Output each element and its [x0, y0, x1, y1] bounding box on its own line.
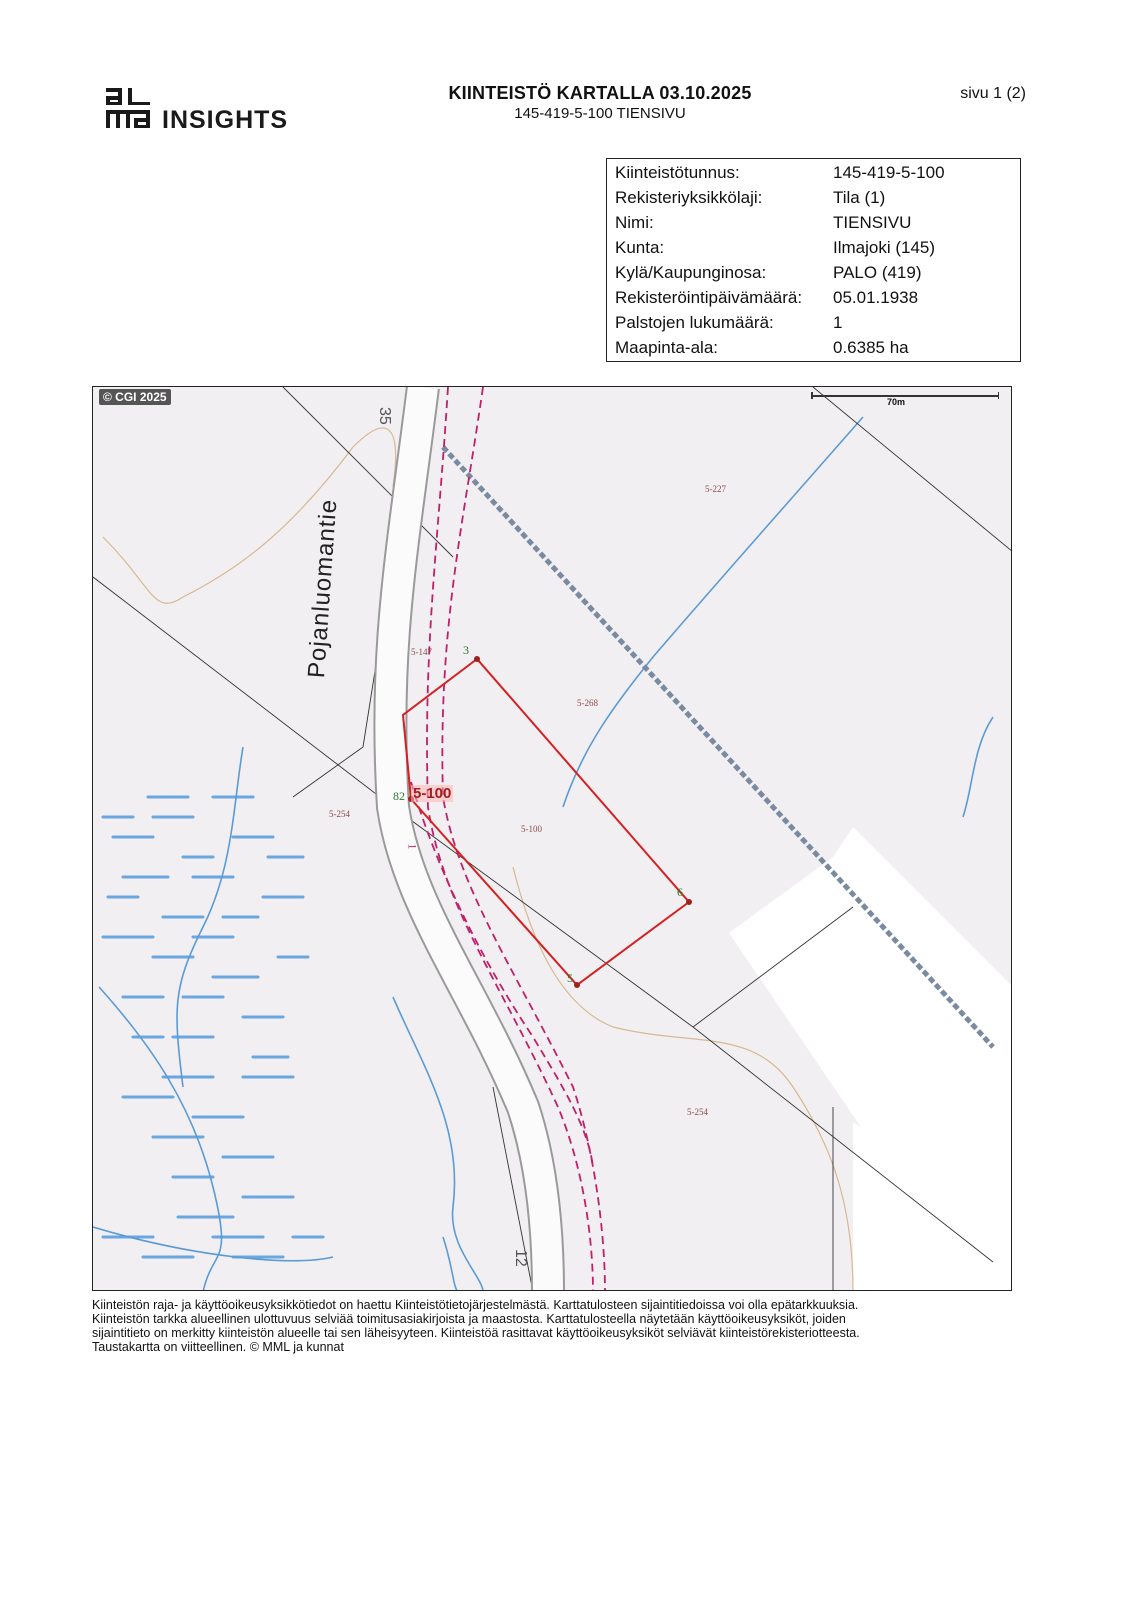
logo-text: INSIGHTS: [162, 106, 289, 134]
right-of-way: [411, 387, 605, 1291]
property-map[interactable]: [92, 386, 1012, 1291]
parcel-label: 5-147: [411, 647, 432, 657]
info-value: PALO (419): [833, 262, 922, 282]
info-row: [615, 260, 1020, 285]
info-label: Rekisteriyksikkölaji:: [615, 187, 763, 207]
disclaimer-line: Kiinteistön tarkka alueellinen ulottuvuus selviää toimitusasiakirjoista ja maastosta. Karttatulosteella näytetään käyttöoikeusyksiköt, joiden: [92, 1312, 846, 1326]
parcel-label: 5-268: [577, 698, 598, 708]
target-parcel-label: 5-100: [413, 785, 452, 802]
info-label: Nimi:: [615, 212, 654, 232]
document-title-block: [400, 83, 800, 122]
info-row: [615, 185, 1020, 210]
road: [390, 387, 548, 1291]
alma-logo-mark-icon: [106, 88, 166, 134]
info-value: 0.6385 ha: [833, 337, 909, 357]
info-row: [615, 210, 1020, 235]
document-subtitle: 145-419-5-100 TIENSIVU: [514, 105, 686, 122]
property-info-table: [606, 158, 1021, 362]
disclaimer-line: Kiinteistön raja- ja käyttöoikeusyksikkötiedot on haettu Kiinteistötietojärjestelmästä. Karttatulosteen sijaintitiedoissa voi olla epätarkkuuksia.: [92, 1298, 859, 1312]
scale-bar: [811, 390, 999, 407]
info-row: [615, 160, 1020, 185]
map-canvas: [93, 387, 1012, 1291]
info-value: TIENSIVU: [833, 212, 912, 232]
page-number: sivu 1 (2): [960, 85, 1026, 102]
map-disclaimer: [92, 1298, 1012, 1354]
parcel-label: 5-100: [521, 824, 542, 834]
info-row: [615, 235, 1020, 260]
scale-label: 70m: [886, 397, 905, 407]
info-label: Rekisteröintipäivämäärä:: [615, 287, 803, 307]
parcel-label: 5-254: [329, 809, 350, 819]
vertex-label: 5: [567, 971, 573, 985]
info-row: [615, 335, 1020, 360]
info-label: Kiinteistötunnus:: [615, 162, 740, 182]
vertex-label: 3: [463, 643, 469, 657]
info-label: Kunta:: [615, 237, 665, 257]
vertex-label: 1: [405, 843, 420, 850]
info-value: Ilmajoki (145): [833, 237, 936, 257]
road-number-bottom: 12: [512, 1249, 529, 1267]
vertex-label: 6: [677, 885, 683, 899]
disclaimer-line: sijaintitieto on merkitty kiinteistön alueelle tai sen läheisyyteen. Kiinteistöä rasittavat käyttöoikeusyksiköt selviävät kiinteistörekisteriotteesta.: [92, 1326, 860, 1340]
info-label: Palstojen lukumäärä:: [615, 312, 774, 332]
parcel-label: 5-227: [705, 484, 726, 494]
road-name-label: Pojanluomantie: [303, 497, 343, 679]
info-value: 05.01.1938: [833, 287, 919, 307]
info-value: Tila (1): [833, 187, 886, 207]
document-title: KIINTEISTÖ KARTALLA 03.10.2025: [448, 83, 752, 103]
road-number-top: 35: [376, 407, 393, 425]
info-label: Kylä/Kaupunginosa:: [615, 262, 767, 282]
map-copyright: © CGI 2025: [99, 389, 171, 405]
info-label: Maapinta-ala:: [615, 337, 719, 357]
parcel-label: 5-254: [687, 1107, 708, 1117]
info-row: [615, 285, 1020, 310]
info-row: [615, 310, 1020, 335]
info-value: 145-419-5-100: [833, 162, 945, 182]
vertex-label: 82: [393, 789, 405, 803]
info-value: 1: [833, 312, 843, 332]
disclaimer-line: Taustakartta on viitteellinen. © MML ja kunnat: [92, 1340, 344, 1354]
